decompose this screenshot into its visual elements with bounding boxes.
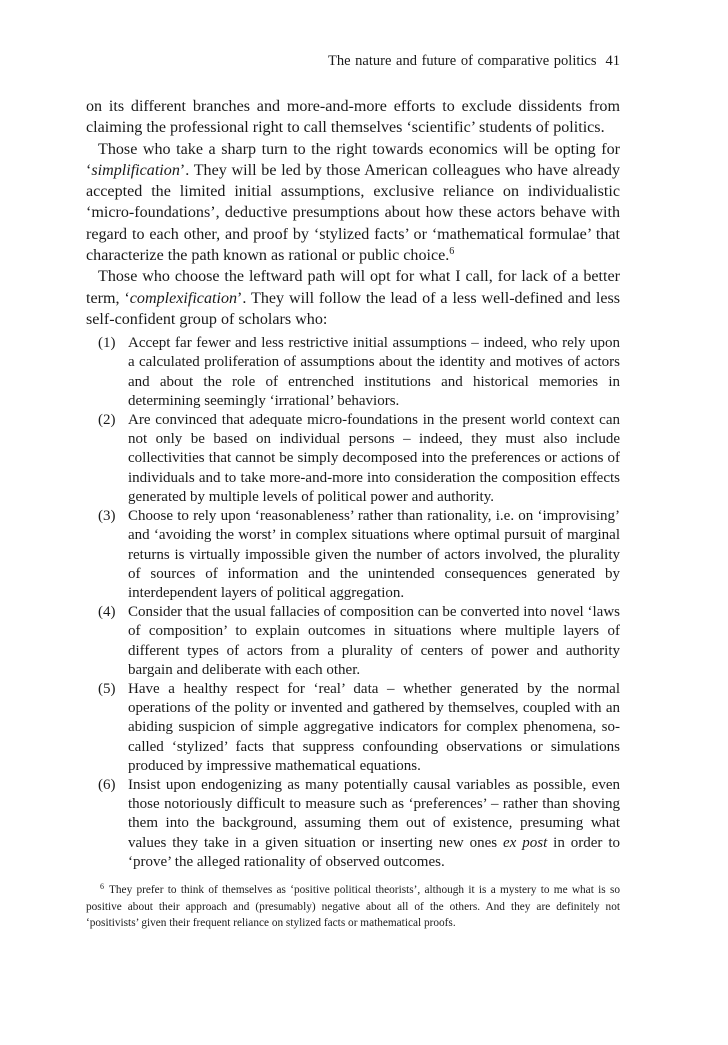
footnote-text: They prefer to think of themselves as ‘positive political theorists’, although it is a mystery to me what is so positive about their approach and (presumably) negative about all of the others. And they are definitely not ‘positivists’ given their frequent reliance on stylized facts or mathematical proofs. (86, 884, 620, 930)
list-text: Are convinced that adequate micro-foundations in the present world context can not only be based on individual persons – indeed, they must also include collectivities that cannot be simply decomposed into the preferences or actions of individuals and to take more-and-more into consideration the composition effects generated by multiple levels of political power and authority. (128, 412, 620, 505)
list-item (86, 680, 620, 776)
list-text: Consider that the usual fallacies of composition can be converted into novel ‘laws of composition’ to explain outcomes in situations where multiple layers of different types of actors from a plurality of centers of power and authority bargain and deliberate with each other. (128, 604, 620, 678)
list-number: (6) (98, 776, 116, 793)
list-number: (1) (98, 335, 116, 352)
paragraph-1: on its different branches and more-and-more efforts to exclude dissidents from claiming the professional right to call themselves ‘scientific’ students of politics. (86, 98, 620, 137)
list-item (86, 603, 620, 680)
list-number: (2) (98, 412, 116, 429)
list-item (86, 411, 620, 507)
paragraph-3: Those who choose the leftward path will opt for what I call, for lack of a better term, ‘complexification’. They will follow the lead of a less well-defined and less self-confident group of scholars who: (86, 268, 620, 328)
emphasis-ex-post: ex post (503, 834, 548, 851)
body-text (86, 96, 620, 872)
list-text: Choose to rely upon ‘reasonableness’ rather than rationality, i.e. on ‘improvising’ and ‘avoiding the worst’ in complex situations where optimal pursuit of marginal returns is virtually impossible given the number of actors involved, the plurality of sources of information and the unintended consequences generated by interdependent layers of political aggregation. (128, 508, 620, 601)
list-number: (5) (98, 680, 116, 697)
footnote-number: 6 (100, 882, 104, 891)
list-item (86, 334, 620, 411)
list-text: Accept far fewer and less restrictive initial assumptions – indeed, who rely upon a calculated proliferation of assumptions about the identity and motives of actors and about the role of entrenched institutions and historical memories in determining seemingly ‘irrational’ behaviors. (128, 335, 620, 409)
list-number: (3) (98, 508, 116, 525)
numbered-list (86, 334, 620, 872)
emphasis-complexification: complexification (129, 289, 238, 307)
paragraph-2: Those who take a sharp turn to the right towards economics will be opting for ‘simplification’. They will be led by those American colleagues who have already accepted the limited initial assumptions, exclusive reliance on individualistic ‘micro-foundations’, deductive presumptions about how these actors behave with regard to each other, and proof by ‘stylized facts’ or ‘mathematical formulae’ that characterize the path known as rational or public choice.$^6$ (86, 140, 620, 265)
running-title: The nature and future of comparative politics (327, 53, 597, 69)
emphasis-simplification: simplification (91, 161, 180, 179)
page-number: 41 (605, 53, 620, 69)
list-item: (6) Insist upon endogenizing as many potentially causal variables as possible, even those notoriously difficult to measure such as ‘preferences’ – rather than shoving them into the background, assuming them out of existence, presuming what values they take in a given situation or inserting new ones ex post in order to ‘prove’ the alleged rationality of observed outcomes. (98, 776, 621, 870)
footnote-ref: 6 (449, 246, 455, 258)
list-text: Have a healthy respect for ‘real’ data – whether generated by the normal operations of the polity or invented and gathered by themselves, coupled with an abiding suspicion of simple aggregative indicators for complex phenomena, so-called ‘stylized’ facts that suppress confounding observations or simulations produced by impressive mathematical equations. (128, 680, 620, 774)
list-number: (4) (98, 604, 116, 621)
list-item (86, 507, 620, 603)
footnote (86, 882, 620, 932)
running-header (328, 53, 620, 70)
